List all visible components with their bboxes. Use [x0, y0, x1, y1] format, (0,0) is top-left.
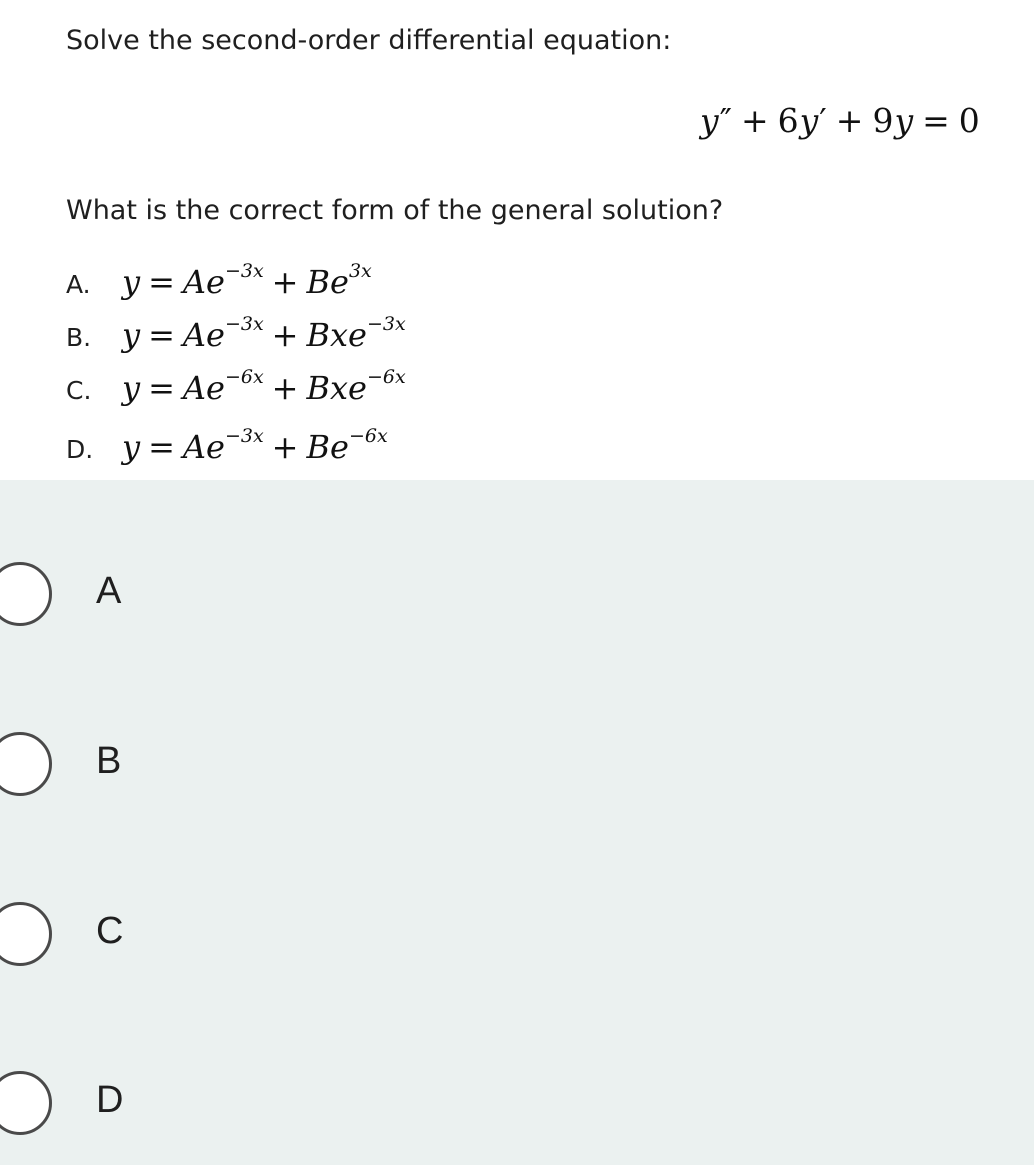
- option-b: [66, 313, 406, 366]
- radio-button-b[interactable]: [0, 732, 52, 796]
- option-letter: B.: [66, 323, 92, 352]
- answer-panel: [0, 480, 1034, 1165]
- solution-prompt: What is the correct form of the general solution?: [66, 195, 724, 226]
- answer-choice-label: C: [96, 910, 124, 952]
- option-formula: $y = Ae^{-6x} + Bxe^{-6x}$: [122, 366, 406, 407]
- option-formula: $y = Ae^{-3x} + Be^{3x}$: [122, 260, 372, 301]
- option-c: [66, 366, 406, 419]
- radio-button-c[interactable]: [0, 902, 52, 966]
- option-letter: C.: [66, 376, 92, 405]
- radio-button-a[interactable]: [0, 562, 52, 626]
- question-prompt: Solve the second-order differential equation:: [66, 25, 672, 56]
- option-formula: $y = Ae^{-3x} + Bxe^{-3x}$: [122, 313, 406, 354]
- option-letter: D.: [66, 435, 94, 464]
- differential-equation: y″ + 6y′ + 9y = 0: [700, 101, 981, 140]
- answer-choice-c[interactable]: [0, 892, 600, 972]
- answer-choice-label: B: [96, 740, 122, 782]
- answer-choice-d[interactable]: [0, 1061, 600, 1141]
- option-formula: $y = Ae^{-3x} + Be^{-6x}$: [122, 425, 388, 466]
- answer-choice-label: A: [96, 570, 122, 612]
- option-letter: A.: [66, 270, 91, 299]
- answer-choice-b[interactable]: [0, 722, 600, 802]
- option-d: [66, 425, 388, 478]
- radio-button-d[interactable]: [0, 1071, 52, 1135]
- answer-choice-a[interactable]: [0, 552, 600, 632]
- option-a: [66, 260, 372, 313]
- question-panel: [0, 0, 1034, 480]
- answer-choice-label: D: [96, 1079, 124, 1121]
